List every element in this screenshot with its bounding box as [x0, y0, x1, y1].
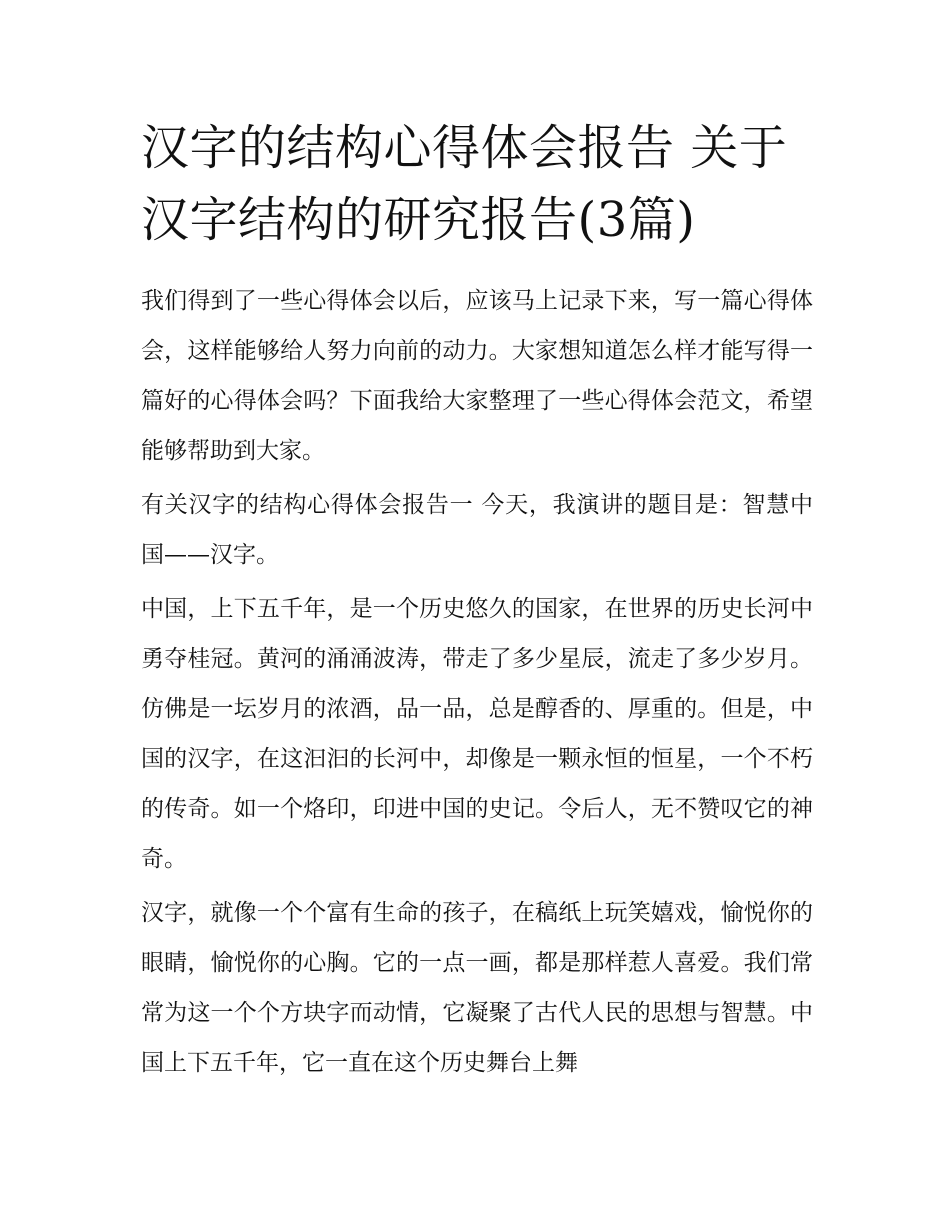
- document-title: 汉字的结构心得体会报告 关于汉字结构的研究报告(3篇): [141, 120, 788, 248]
- paragraph-speech-topic: 有关汉字的结构心得体会报告一 今天，我演讲的题目是：智慧中国——汉字。: [141, 492, 813, 568]
- paragraph-intro: 我们得到了一些心得体会以后，应该马上记录下来，写一篇心得体会，这样能够给人努力向前的动力。大家想知道怎么样才能写得一篇好的心得体会吗？下面我给大家整理了一些心得体会范文，希望能够帮助到大家。: [141, 288, 813, 464]
- paragraph-characters: 汉字，就像一个个富有生命的孩子，在稿纸上玩笑嬉戏，愉悦你的眼睛，愉悦你的心胸。它的一点一画，都是那样惹人喜爱。我们常常为这一个个方块字而动情，它凝聚了古代人民的思想与智慧。中国上下五千年，它一直在这个历史舞台上舞: [141, 900, 813, 1076]
- document-page: [141, 112, 813, 1092]
- paragraph-history: 中国，上下五千年，是一个历史悠久的国家，在世界的历史长河中勇夺桂冠。黄河的涌涌波涛，带走了多少星辰，流走了多少岁月。仿佛是一坛岁月的浓酒，品一品，总是醇香的、厚重的。但是，中国的汉字，在这汩汩的长河中，却像是一颗永恒的恒星，一个不朽的传奇。如一个烙印，印进中国的史记。令后人，无不赞叹它的神奇。: [141, 596, 813, 872]
